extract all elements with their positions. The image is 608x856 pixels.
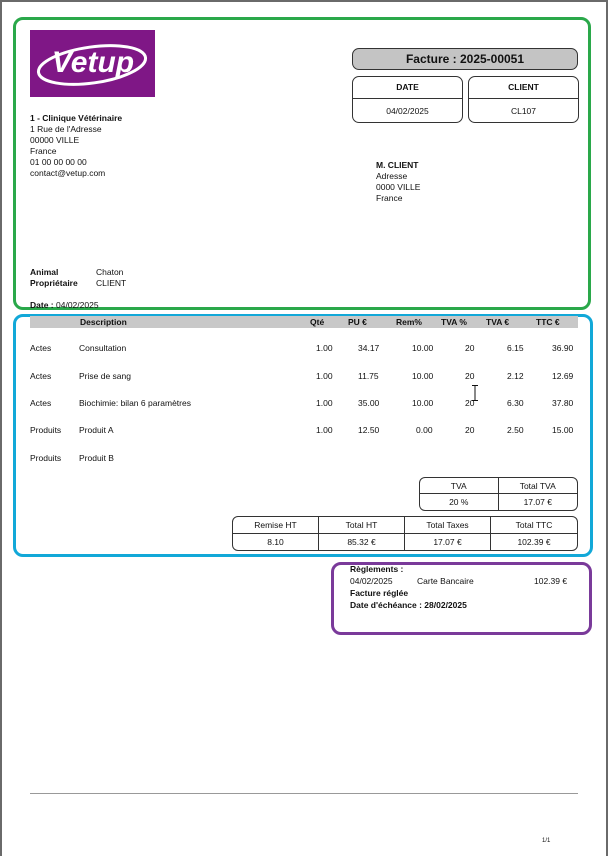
animal-label: Animal bbox=[30, 267, 59, 277]
row-tva-eur: 2.12 bbox=[507, 371, 524, 381]
row-tva-pct: 20 bbox=[465, 398, 475, 408]
clinic-name: 1 - Clinique Vétérinaire bbox=[30, 113, 123, 123]
footer-divider bbox=[30, 793, 578, 794]
col-ttc: TTC € bbox=[536, 317, 560, 327]
row-tva-eur: 6.30 bbox=[507, 398, 524, 408]
animal-value: Chaton bbox=[96, 267, 124, 277]
row-ttc: 15.00 bbox=[552, 425, 574, 435]
row-tva-pct: 20 bbox=[465, 425, 475, 435]
row-category: Actes bbox=[30, 398, 52, 408]
row-pu: 12.50 bbox=[358, 425, 380, 435]
row-description: Prise de sang bbox=[79, 371, 131, 381]
row-tva-eur: 2.50 bbox=[507, 425, 524, 435]
payment-status: Facture réglée bbox=[350, 588, 409, 598]
recipient-name: M. CLIENT bbox=[376, 160, 419, 170]
row-pu: 34.17 bbox=[358, 343, 380, 353]
invoice-date-box bbox=[352, 76, 463, 123]
row-ttc: 37.80 bbox=[552, 398, 574, 408]
row-category: Produits bbox=[30, 453, 62, 463]
remise-value: 8.10 bbox=[233, 534, 319, 551]
row-description: Produit A bbox=[79, 425, 114, 435]
consult-date-value: 04/02/2025 bbox=[56, 300, 99, 310]
payments-title: Règlements : bbox=[350, 564, 404, 574]
invoice-title: Facture : 2025-00051 bbox=[352, 48, 578, 70]
vat-total-value: 17.07 € bbox=[523, 497, 552, 507]
row-description: Biochimie: bilan 6 paramètres bbox=[79, 398, 191, 408]
col-description: Description bbox=[80, 317, 127, 327]
row-description: Consultation bbox=[79, 343, 127, 353]
row-description: Produit B bbox=[79, 453, 114, 463]
due-date: Date d'échéance : 28/02/2025 bbox=[350, 600, 467, 610]
clinic-country: France bbox=[30, 146, 57, 156]
vat-summary-table bbox=[419, 477, 578, 511]
items-table-header bbox=[30, 316, 578, 328]
row-ttc: 36.90 bbox=[552, 343, 574, 353]
owner-value: CLIENT bbox=[96, 278, 127, 288]
vat-rate-value: 20 % bbox=[420, 494, 499, 510]
row-category: Actes bbox=[30, 343, 52, 353]
total-ht-value: 85.32 € bbox=[319, 534, 405, 551]
col-pu: PU € bbox=[348, 317, 367, 327]
vat-total-label: Total TVA bbox=[499, 478, 578, 494]
total-ttc-value: 102.39 € bbox=[517, 536, 551, 547]
invoice-date-value: 04/02/2025 bbox=[386, 106, 429, 116]
clinic-address: 1 Rue de l'Adresse bbox=[30, 124, 102, 134]
remise-label: Remise HT bbox=[233, 517, 319, 534]
vetup-logo bbox=[30, 30, 155, 97]
totals-table bbox=[232, 516, 578, 551]
vat-rate-label: TVA bbox=[420, 478, 499, 494]
col-rem: Rem% bbox=[396, 317, 422, 327]
payment-method: Carte Bancaire bbox=[417, 576, 474, 586]
consult-date bbox=[30, 300, 99, 311]
row-qty: 1.00 bbox=[316, 343, 333, 353]
row-category: Actes bbox=[30, 371, 52, 381]
total-taxes-label: Total Taxes bbox=[405, 517, 491, 534]
row-rem: 10.00 bbox=[412, 371, 434, 381]
row-category: Produits bbox=[30, 425, 62, 435]
logo-text: Vetup bbox=[51, 46, 135, 79]
total-taxes-value: 17.07 € bbox=[405, 534, 491, 551]
payment-date: 04/02/2025 bbox=[350, 576, 393, 586]
invoice-client-label: CLIENT bbox=[469, 77, 578, 99]
clinic-city: 00000 VILLE bbox=[30, 135, 80, 145]
row-qty: 1.00 bbox=[316, 425, 333, 435]
invoice-client-value: CL107 bbox=[510, 106, 537, 116]
invoice-date-label: DATE bbox=[353, 77, 462, 99]
col-qty: Qté bbox=[310, 317, 325, 327]
row-qty: 1.00 bbox=[316, 371, 333, 381]
total-ht-label: Total HT bbox=[319, 517, 405, 534]
invoice-client-box bbox=[468, 76, 579, 123]
row-rem: 10.00 bbox=[412, 343, 434, 353]
row-pu: 11.75 bbox=[358, 371, 379, 381]
row-tva-eur: 6.15 bbox=[507, 343, 524, 353]
owner-label: Propriétaire bbox=[30, 278, 78, 288]
row-tva-pct: 20 bbox=[465, 343, 475, 353]
recipient-city: 0000 VILLE bbox=[376, 182, 421, 192]
payment-amount: 102.39 € bbox=[534, 576, 568, 586]
page-number: 1/1 bbox=[542, 838, 551, 844]
recipient-country: France bbox=[376, 193, 403, 203]
row-qty: 1.00 bbox=[316, 398, 333, 408]
total-ttc-label: Total TTC bbox=[491, 517, 577, 534]
col-tva-eur: TVA € bbox=[486, 317, 510, 327]
text-cursor-icon bbox=[472, 385, 478, 401]
row-rem: 0.00 bbox=[416, 425, 433, 435]
col-tva-pct: TVA % bbox=[441, 317, 467, 327]
row-pu: 35.00 bbox=[358, 398, 380, 408]
clinic-phone: 01 00 00 00 00 bbox=[30, 157, 87, 167]
row-rem: 10.00 bbox=[412, 398, 434, 408]
row-tva-pct: 20 bbox=[465, 371, 475, 381]
consult-date-label: Date : bbox=[30, 300, 54, 310]
row-ttc: 12.69 bbox=[552, 371, 574, 381]
clinic-email: contact@vetup.com bbox=[30, 168, 106, 178]
recipient-address: Adresse bbox=[376, 171, 408, 181]
